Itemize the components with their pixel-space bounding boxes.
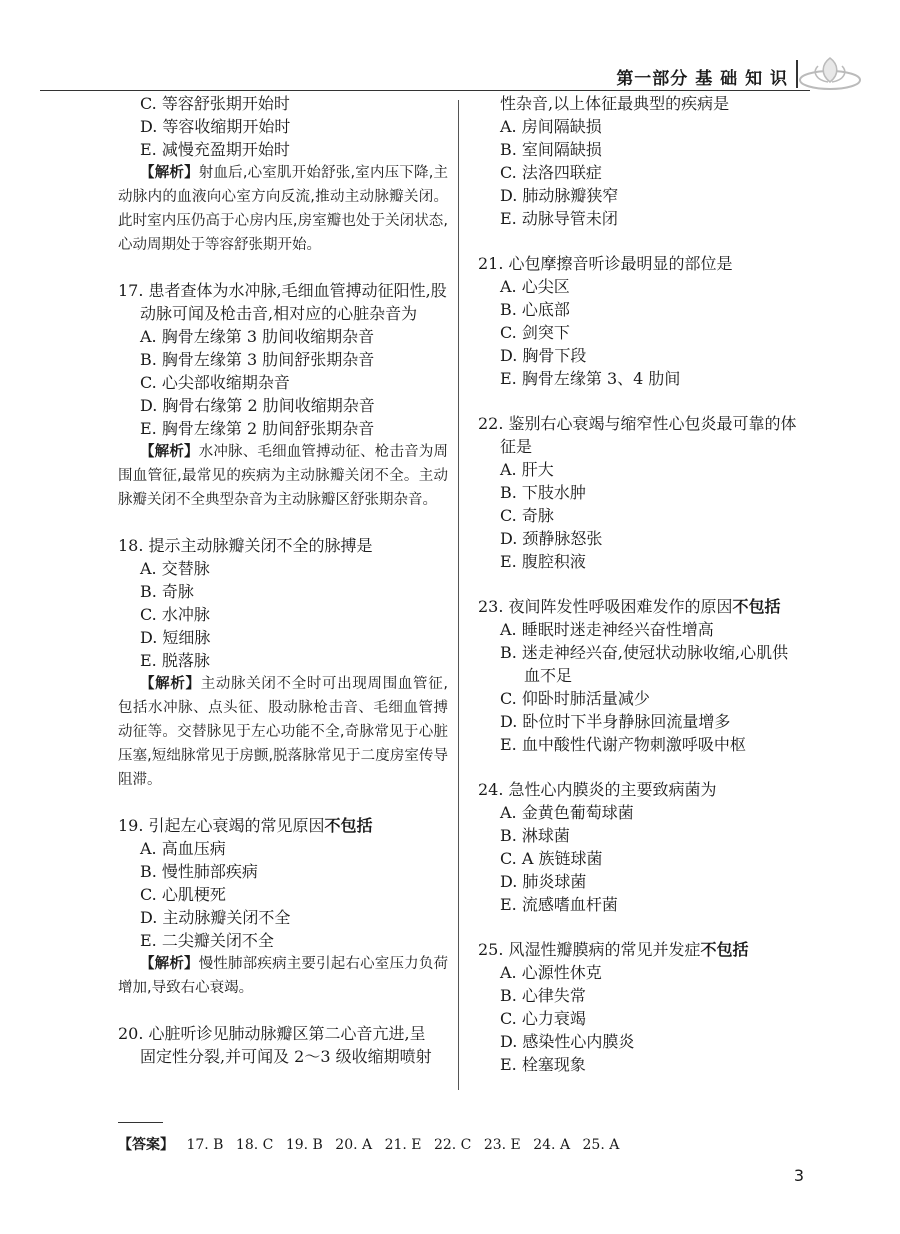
page-number: 3: [793, 1166, 804, 1185]
answer-item: 19. B: [285, 1137, 323, 1153]
option: B. 室间隔缺损: [500, 140, 602, 159]
question-stem-text: 25. 风湿性瓣膜病的常见并发症: [478, 940, 701, 959]
question-stem-emphasis: 不包括: [732, 597, 781, 616]
option: A. 交替脉: [140, 559, 210, 578]
option: E. 脱落脉: [140, 651, 210, 670]
right-column: [478, 92, 808, 1098]
option: D. 肺炎球菌: [500, 872, 587, 891]
column-divider: [458, 100, 459, 1090]
explanation-label: 【解析】: [140, 956, 199, 972]
option: C. 法洛四联症: [500, 163, 602, 182]
question-stem: [478, 595, 808, 618]
option: A. 睡眠时迷走神经兴奋性增高: [500, 620, 714, 639]
option: D. 胸骨下段: [500, 346, 587, 365]
option: D. 颈静脉怒张: [500, 529, 603, 548]
question-stem: 21. 心包摩擦音听诊最明显的部位是: [478, 254, 733, 273]
question-stem: [118, 814, 448, 837]
option: B. 心底部: [500, 300, 570, 319]
option: A. 高血压病: [140, 839, 226, 858]
question-stem: 22. 鉴别右心衰竭与缩窄性心包炎最可靠的体征是: [478, 414, 797, 456]
question-stem: 18. 提示主动脉瓣关闭不全的脉搏是: [118, 536, 373, 555]
option: E. 动脉导管未闭: [500, 209, 618, 228]
publisher-logo: [798, 50, 862, 94]
option-cont: 血不足: [524, 666, 573, 685]
explanation: [118, 672, 448, 792]
explanation-text: 主动脉关闭不全时可出现周围血管征,包括水冲脉、点头征、股动脉枪击音、毛细血管搏动征等。交替脉见于左心功能不全,奇脉常见于心脏压塞,短绌脉常见于房颤,脱落脉常见于二度房室传导阻滞。: [118, 676, 449, 788]
question-20: [118, 1022, 448, 1068]
option: E. 胸骨左缘第 2 肋间舒张期杂音: [140, 419, 375, 438]
option: C. 剑突下: [500, 323, 570, 342]
question-25: [478, 938, 808, 1076]
explanation: [118, 952, 448, 1000]
answer-item: 18. C: [235, 1137, 274, 1153]
answer-item: 24. A: [533, 1137, 571, 1153]
option: A. 金黄色葡萄球菌: [500, 803, 634, 822]
question-21: [478, 252, 808, 390]
question-stem: 20. 心脏听诊见肺动脉瓣区第二心音亢进,呈: [118, 1024, 426, 1043]
option: A. 胸骨左缘第 3 肋间收缩期杂音: [140, 327, 375, 346]
option: E. 胸骨左缘第 3、4 肋间: [500, 369, 681, 388]
option: B. 胸骨左缘第 3 肋间舒张期杂音: [140, 350, 375, 369]
option: A. 肝大: [500, 460, 554, 479]
option: D. 肺动脉瓣狭窄: [500, 186, 619, 205]
question-19: [118, 814, 448, 1000]
option: D. 卧位时下半身静脉回流量增多: [500, 712, 731, 731]
question-17: [118, 279, 448, 512]
explanation-text: 水冲脉、毛细血管搏动征、枪击音为周围血管征,最常见的疾病为主动脉瓣关闭不全。主动脉瓣关闭不全典型杂音为主动脉瓣区舒张期杂音。: [118, 444, 449, 508]
left-column: [118, 92, 448, 1090]
question-stem-emphasis: 不包括: [324, 816, 373, 835]
option: B. 迷走神经兴奋,使冠状动脉收缩,心肌供: [500, 643, 789, 662]
option: C. 心肌梗死: [140, 885, 226, 904]
option: C. 仰卧时肺活量减少: [500, 689, 650, 708]
question-stem: 24. 急性心内膜炎的主要致病菌为: [478, 780, 717, 799]
question-24: [478, 778, 808, 916]
question-stem-text: 23. 夜间阵发性呼吸困难发作的原因: [478, 597, 733, 616]
option: D. 主动脉瓣关闭不全: [140, 908, 291, 927]
explanation: [118, 161, 448, 257]
option: E. 减慢充盈期开始时: [140, 140, 290, 159]
option: E. 栓塞现象: [500, 1055, 586, 1074]
question-stem: 17. 患者查体为水冲脉,毛细血管搏动征阳性,股: [118, 281, 447, 300]
section-title: 第一部分 基 础 知 识: [616, 69, 788, 89]
answer-item: 21. E: [384, 1137, 422, 1153]
option: B. 慢性肺部疾病: [140, 862, 258, 881]
answer-item: 17. B: [186, 1137, 224, 1153]
question-23: [478, 595, 808, 756]
option: B. 奇脉: [140, 582, 194, 601]
header-rule: [40, 90, 810, 91]
answer-item: 25. A: [582, 1137, 620, 1153]
explanation-text: 射血后,心室肌开始舒张,室内压下降,主动脉内的血液向心室方向反流,推动主动脉瓣关闭。此时室内压仍高于心房内压,房室瓣也处于关闭状态,心动周期处于等容舒张期开始。: [118, 165, 449, 253]
question-22: [478, 412, 808, 573]
option: C. 水冲脉: [140, 605, 210, 624]
question-stem: [478, 938, 808, 961]
option: D. 感染性心内膜炎: [500, 1032, 635, 1051]
option: E. 流感嗜血杆菌: [500, 895, 618, 914]
option: C. 心力衰竭: [500, 1009, 586, 1028]
answer-item: 22. C: [433, 1137, 472, 1153]
option: C. A 族链球菌: [500, 849, 603, 868]
answer-key-label: 【答案】: [118, 1137, 174, 1153]
explanation-label: 【解析】: [140, 444, 199, 460]
option: C. 等容舒张期开始时: [140, 94, 290, 113]
question-stem-cont: 性杂音,以上体征最典型的疾病是: [500, 94, 730, 113]
option: B. 心律失常: [500, 986, 586, 1005]
running-header: [0, 58, 900, 92]
question-stem-emphasis: 不包括: [700, 940, 749, 959]
answer-item: 23. E: [483, 1137, 521, 1153]
option: B. 下肢水肿: [500, 483, 586, 502]
question-18: [118, 534, 448, 792]
option: A. 房间隔缺损: [500, 117, 602, 136]
answer-item: 20. A: [335, 1137, 373, 1153]
answers-rule: [118, 1122, 163, 1123]
answer-key: [118, 1134, 627, 1154]
option: D. 胸骨右缘第 2 肋间收缩期杂音: [140, 396, 375, 415]
question-16-tail: [118, 92, 448, 257]
option: D. 短细脉: [140, 628, 211, 647]
question-stem-cont: 动脉可闻及枪击音,相对应的心脏杂音为: [140, 304, 418, 323]
explanation-text: 慢性肺部疾病主要引起右心室压力负荷增加,导致右心衰竭。: [118, 956, 449, 996]
option: B. 淋球菌: [500, 826, 570, 845]
option: C. 奇脉: [500, 506, 554, 525]
option: A. 心尖区: [500, 277, 570, 296]
explanation-label: 【解析】: [140, 676, 201, 692]
option: E. 血中酸性代谢产物刺激呼吸中枢: [500, 735, 746, 754]
option: A. 心源性休克: [500, 963, 602, 982]
option: C. 心尖部收缩期杂音: [140, 373, 290, 392]
question-20-tail: [478, 92, 808, 230]
option: E. 二尖瓣关闭不全: [140, 931, 274, 950]
option: D. 等容收缩期开始时: [140, 117, 291, 136]
option: E. 腹腔积液: [500, 552, 586, 571]
explanation: [118, 440, 448, 512]
question-stem-cont: 固定性分裂,并可闻及 2～3 级收缩期喷射: [140, 1047, 432, 1066]
question-stem-text: 19. 引起左心衰竭的常见原因: [118, 816, 325, 835]
explanation-label: 【解析】: [140, 165, 199, 181]
